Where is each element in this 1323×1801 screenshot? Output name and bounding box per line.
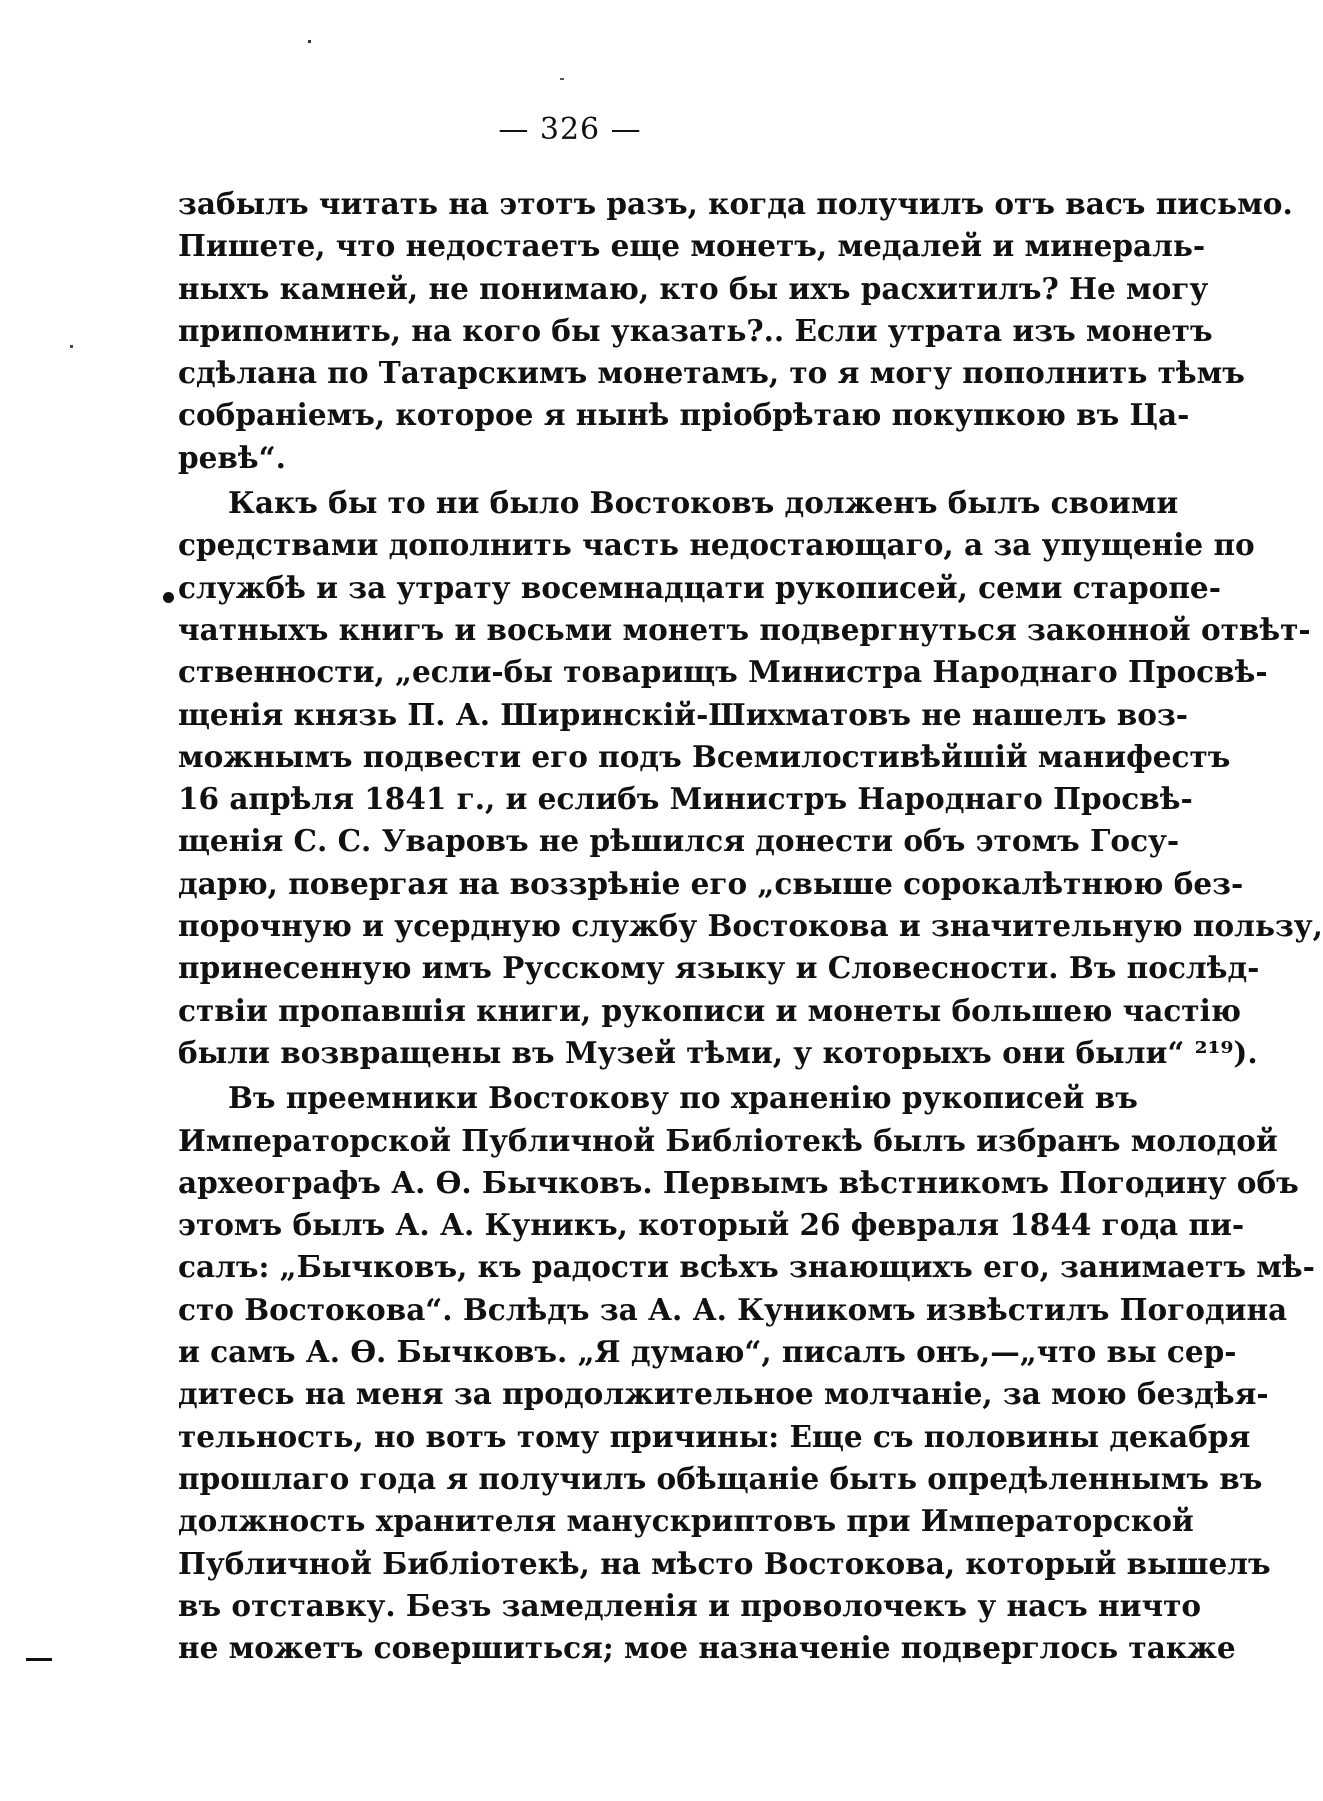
text-line: сто Востокова“. Вслѣдъ за А. А. Куникомъ извѣстилъ Погодина [178,1291,1288,1327]
text-line: ствіи пропавшія книги, рукописи и монеты большею частію [178,992,1242,1028]
scan-speck [308,40,311,43]
text-line: салъ: „Бычковъ, къ радости всѣхъ знающихъ его, занимаетъ мѣ- [178,1249,1315,1285]
text-line: можнымъ подвести его подъ Всемилостивѣйшій манифестъ [178,738,1231,774]
text-line: Въ преемники Востокову по храненію рукописей въ [228,1080,1138,1116]
text-line: Какъ бы то ни было Востоковъ долженъ былъ своими [228,485,1179,521]
text-line: археографъ А. Ѳ. Бычковъ. Первымъ вѣстникомъ Погодину объ [178,1164,1299,1200]
scan-speck [560,78,564,80]
scan-speck [70,345,73,348]
text-line: собраніемъ, которое я нынѣ пріобрѣтаю покупкою въ Ца- [178,397,1190,433]
text-line: щенія князь П. А. Ширинскій-Шихматовъ не нашелъ воз- [178,696,1189,732]
margin-dot-mark [163,592,174,603]
text-line: Пишете, что недостаетъ еще монетъ, медалей и минераль- [178,228,1206,264]
text-line: не можетъ совершиться; мое назначеніе подверглось также [178,1630,1236,1666]
text-line: Императорской Публичной Библіотекѣ былъ избранъ молодой [178,1122,1278,1158]
text-line: прошлаго года я получилъ обѣщаніе быть опредѣленнымъ въ [178,1460,1263,1496]
text-line: этомъ былъ А. А. Куникъ, который 26 февраля 1844 года пи- [178,1207,1245,1243]
text-line: припомнить, на кого бы указать?.. Если утрата изъ монетъ [178,312,1213,348]
text-line: сдѣлана по Татарскимъ монетамъ, то я могу пополнить тѣмъ [178,355,1245,391]
text-line: въ отставку. Безъ замедленія и проволочекъ у насъ ничто [178,1587,1202,1623]
text-line: службѣ и за утрату восемнадцати рукописей, семи старопе- [178,569,1221,605]
text-line: ревѣ“. [178,439,286,475]
margin-dash-mark [26,1658,52,1661]
text-line: тельность, но вотъ тому причины: Еще съ половины декабря [178,1418,1251,1454]
text-line: принесенную имъ Русскому языку и Словесности. Въ послѣд- [178,950,1260,986]
text-line: средствами дополнить часть недостающаго, а за упущеніе по [178,527,1255,563]
text-line: 16 апрѣля 1841 г., и еслибъ Министръ Народнаго Просвѣ- [178,781,1193,817]
text-line: дарю, повергая на воззрѣніе его „свыше сорокалѣтнюю без- [178,865,1244,901]
text-line: ственности, „если-бы товарищъ Министра Народнаго Просвѣ- [178,654,1268,690]
text-line: были возвращены въ Музей тѣми, у которыхъ они были“ ²¹⁹). [178,1034,1258,1070]
text-line: щенія С. С. Уваровъ не рѣшился донести объ этомъ Госу- [178,823,1180,859]
text-line: Публичной Библіотекѣ, на мѣсто Востокова, который вышелъ [178,1545,1271,1581]
text-line: порочную и усердную службу Востокова и значительную пользу, [178,908,1323,944]
text-line: забылъ читать на этотъ разъ, когда получилъ отъ васъ письмо. [178,186,1293,221]
page-number: — 326 — [498,112,642,147]
text-line: дитесь на меня за продолжительное молчаніе, за мою бездѣя- [178,1376,1269,1412]
text-line: должность хранителя манускриптовъ при Императорской [178,1503,1194,1539]
body-text [178,183,1323,1669]
text-line: ныхъ камней, не понимаю, кто бы ихъ расхитилъ? Не могу [178,270,1209,306]
text-line: чатныхъ книгъ и восьми монетъ подвергнуться законной отвѣт- [178,611,1311,647]
text-line: и самъ А. Ѳ. Бычковъ. „Я думаю“, писалъ онъ,—„что вы сер- [178,1334,1237,1370]
